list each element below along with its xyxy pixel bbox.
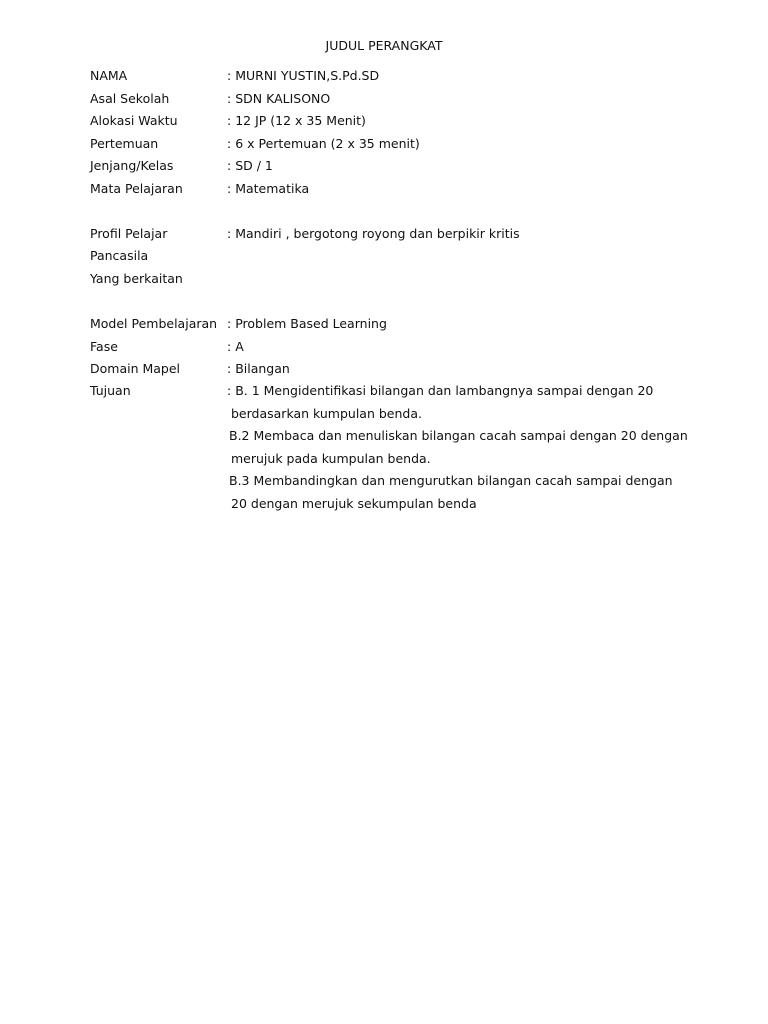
field-value: B. 1 Mengidentifikasi bilangan dan lambangnya sampai dengan 20	[235, 383, 654, 398]
field-value: Matematika	[235, 181, 310, 196]
field-separator: :	[227, 68, 232, 83]
document-title: JUDUL PERANGKAT	[325, 38, 443, 53]
tujuan-line: B.2 Membaca dan menuliskan bilangan cacah sampai dengan 20 dengan	[229, 428, 688, 443]
field-row-domain-mapel	[90, 360, 290, 378]
field-separator: :	[227, 113, 232, 128]
field-row-jenjang-kelas	[90, 157, 273, 175]
field-separator: :	[227, 91, 232, 106]
field-label: Fase	[90, 339, 118, 354]
field-value: Mandiri , bergotong royong dan berpikir kritis	[235, 226, 520, 241]
field-value: 12 JP (12 x 35 Menit)	[235, 113, 366, 128]
field-label: Alokasi Waktu	[90, 113, 178, 128]
field-separator: :	[227, 339, 232, 354]
field-row-tujuan	[90, 382, 653, 400]
field-value: SDN KALISONO	[235, 91, 331, 106]
field-value: Bilangan	[235, 361, 290, 376]
tujuan-line: B.3 Membandingkan dan mengurutkan bilangan cacah sampai dengan	[229, 473, 673, 488]
field-row-nama	[90, 67, 379, 85]
field-value: A	[235, 339, 244, 354]
field-label: Profil Pelajar	[90, 226, 168, 241]
tujuan-line: merujuk pada kumpulan benda.	[231, 451, 431, 466]
field-separator: :	[227, 361, 232, 376]
field-label: Jenjang/Kelas	[90, 158, 174, 173]
field-label-continuation: Yang berkaitan	[90, 271, 183, 286]
field-label: Pertemuan	[90, 136, 159, 151]
field-row-fase	[90, 338, 244, 356]
field-label: Mata Pelajaran	[90, 181, 183, 196]
field-value: 6 x Pertemuan (2 x 35 menit)	[235, 136, 420, 151]
field-row-profil-pelajar	[90, 225, 520, 243]
field-value: SD / 1	[235, 158, 273, 173]
field-value: Problem Based Learning	[235, 316, 387, 331]
field-row-asal-sekolah	[90, 90, 330, 108]
field-value: MURNI YUSTIN,S.Pd.SD	[235, 68, 380, 83]
field-row-model-pembelajaran	[90, 315, 387, 333]
field-label: NAMA	[90, 68, 128, 83]
field-separator: :	[227, 136, 232, 151]
field-separator: :	[227, 181, 232, 196]
field-separator: :	[227, 316, 232, 331]
tujuan-line: berdasarkan kumpulan benda.	[231, 406, 422, 421]
field-label: Model Pembelajaran	[90, 316, 218, 331]
field-separator: :	[227, 226, 232, 241]
field-label: Asal Sekolah	[90, 91, 170, 106]
field-label: Domain Mapel	[90, 361, 181, 376]
tujuan-line: 20 dengan merujuk sekumpulan benda	[231, 496, 477, 511]
field-row-alokasi-waktu	[90, 112, 366, 130]
field-label-continuation: Pancasila	[90, 248, 149, 263]
field-separator: :	[227, 158, 232, 173]
field-row-pertemuan	[90, 135, 420, 153]
field-label: Tujuan	[90, 383, 131, 398]
field-row-mata-pelajaran	[90, 180, 309, 198]
field-separator: :	[227, 383, 232, 398]
